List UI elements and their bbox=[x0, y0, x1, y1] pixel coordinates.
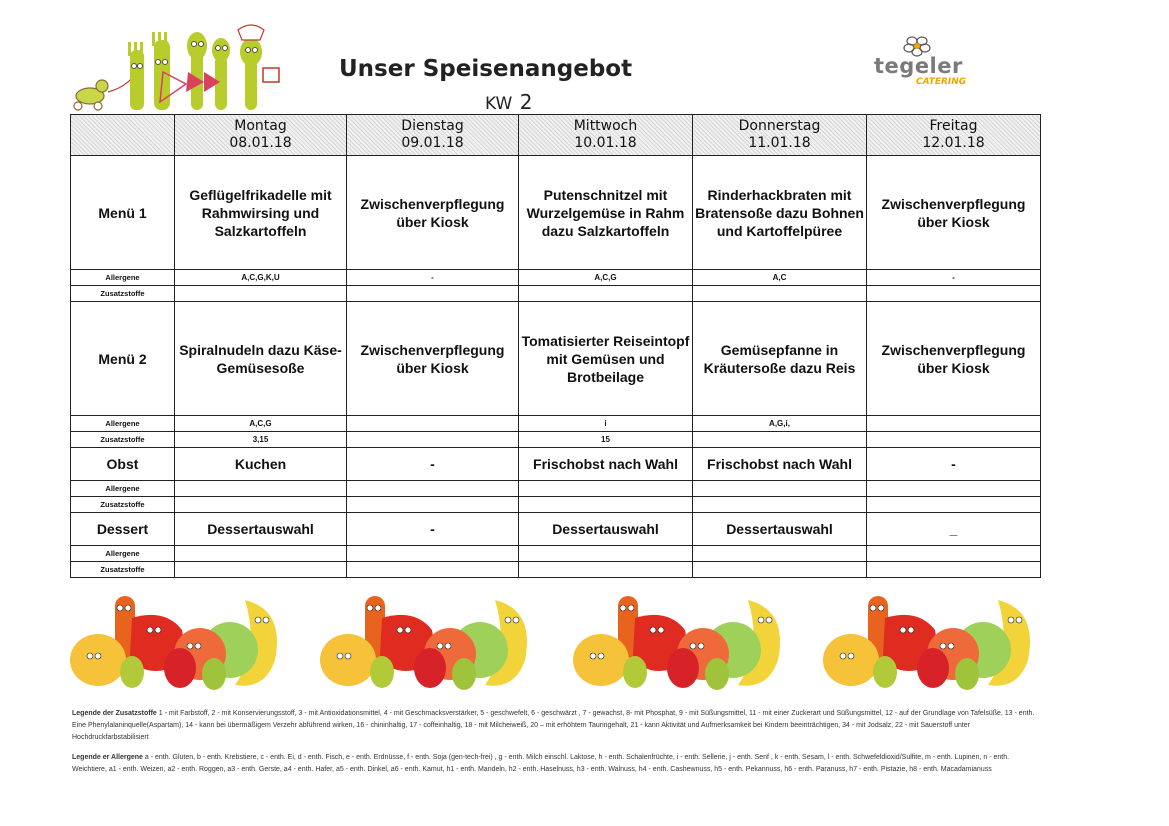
dish-cell: - bbox=[347, 513, 519, 546]
menu1-row bbox=[71, 156, 1041, 270]
allergene-cell: i bbox=[519, 416, 693, 432]
allergene-cell: A,G,i, bbox=[693, 416, 867, 432]
day-header: Montag 08.01.18 bbox=[175, 115, 347, 156]
dish-cell: Dessertauswahl bbox=[519, 513, 693, 546]
dish-cell: Gemüsepfanne in Kräutersoße dazu Reis bbox=[693, 302, 867, 416]
allergene-label: Allergene bbox=[71, 270, 175, 286]
zusatz-cell bbox=[693, 286, 867, 302]
allergene-cell: A,C,G bbox=[519, 270, 693, 286]
allergene-cell bbox=[867, 481, 1041, 497]
allergene-cell: A,C,G bbox=[175, 416, 347, 432]
legend-allergene-text: a - enth. Gluten, b - enth. Krebstiere, c - enth. Ei, d - enth. Fisch, e - enth. Erdnüsse, f - enth. Soja (gen-tech-frei) , g - enth. Milch einschl. Laktose, h - enth. Schalenfrüchte, i - enth. Sellerie, j - enth. Senf , k - enth. Sesam, l - enth. Schwefeldioxid/Sulfite, m - enth. Lupinen, n - enth. Weichtiere, a1 - enth. Weizen, a2 - enth. Roggen, a3 - enth. Gerste, a4 - enth. Hafer, a5 - enth. Dinkel, a6 - enth. Kamut, h1 - enth. Mandeln, h2 - enth. Haselnuss, h3 - enth. Walnuss, h4 - enth. Cashewnuss, h5 - enth. Pekannuss, h6 - enth. Paranuss, h7 - enth. Pistazie, h8 - enth. Macadamianuss bbox=[72, 754, 1010, 773]
zusatz-cell bbox=[519, 497, 693, 513]
zusatz-cell bbox=[347, 497, 519, 513]
zusatz-cell bbox=[347, 562, 519, 578]
allergene-cell: A,C bbox=[693, 270, 867, 286]
dish-cell: Zwischenverpflegung über Kiosk bbox=[867, 302, 1041, 416]
dish-cell: Frischobst nach Wahl bbox=[693, 448, 867, 481]
day-header: Dienstag 09.01.18 bbox=[347, 115, 519, 156]
zusatzstoffe-label: Zusatzstoffe bbox=[71, 497, 175, 513]
zusatzstoffe-label: Zusatzstoffe bbox=[71, 286, 175, 302]
dish-cell: Putenschnitzel mit Wurzelgemüse in Rahm dazu Salzkartoffeln bbox=[519, 156, 693, 270]
allergene-cell bbox=[347, 416, 519, 432]
zusatz-cell bbox=[693, 497, 867, 513]
fruit-illustration bbox=[320, 590, 535, 695]
legend-allergene-title: Legende er Allergene bbox=[72, 754, 143, 761]
dish-cell: Dessertauswahl bbox=[175, 513, 347, 546]
zusatz-cell bbox=[693, 562, 867, 578]
dish-cell: Dessertauswahl bbox=[693, 513, 867, 546]
zusatz-cell bbox=[867, 562, 1041, 578]
obst-row bbox=[71, 448, 1041, 481]
zusatz-cell bbox=[867, 286, 1041, 302]
dish-cell: Zwischenverpflegung über Kiosk bbox=[347, 156, 519, 270]
dish-cell: Tomatisierter Reiseintopf mit Gemüsen und Brotbeilage bbox=[519, 302, 693, 416]
day-header: Mittwoch 10.01.18 bbox=[519, 115, 693, 156]
zusatzstoffe-row bbox=[71, 286, 1041, 302]
dish-cell: - bbox=[347, 448, 519, 481]
legend-zusatz-text: 1 - mit Farbstoff, 2 - mit Konservierungsstoff, 3 - mit Antioxidationsmittel, 4 - mit Geschmacksverstärker, 5 - geschwefelt, 6 - geschwärzt , 7 - gewachst, 8- mit Phosphat, 9 - mit Süßungsmittel, 11 - mit einer Zuckerart und Süßungsmittel, 12 - auf der Grundlage von Tafelsüße, 13 - enth. Eine Phenylalaninquelle(Aspartam), 14 - kann bei übermäßigem Verzehr abführend wirken, 16 - chininhaltig, 17 - coffeinhaltig, 18 - mit Milcheiweiß, 20 – mit erhöhtem Tauringehalt, 21 - kann Aktivität und Aufmerksamkeit bei Kindern beeinträchtigen, 34 - mit Jodsalz, 22 - mit Sauerstoff unter Hochdruckfarbstabilisiert bbox=[72, 710, 1035, 741]
section-label: Obst bbox=[71, 448, 175, 481]
dish-cell: - bbox=[867, 448, 1041, 481]
brand-name: tegeler bbox=[874, 54, 963, 78]
legend-zusatzstoffe bbox=[72, 708, 1037, 744]
fruit-illustration bbox=[573, 590, 788, 695]
day-header: Freitag 12.01.18 bbox=[867, 115, 1041, 156]
zusatz-cell bbox=[519, 286, 693, 302]
zusatz-cell bbox=[175, 286, 347, 302]
zusatz-cell bbox=[867, 432, 1041, 448]
zusatz-cell bbox=[175, 562, 347, 578]
kw-number: 2 bbox=[519, 90, 533, 114]
cutlery-logo bbox=[68, 22, 288, 114]
allergene-cell: - bbox=[867, 270, 1041, 286]
section-label: Menü 1 bbox=[71, 156, 175, 270]
page-title: Unser Speisenangebot bbox=[339, 56, 633, 82]
zusatz-cell bbox=[867, 497, 1041, 513]
allergene-row bbox=[71, 546, 1041, 562]
day-header: Donnerstag 11.01.18 bbox=[693, 115, 867, 156]
header-empty bbox=[71, 115, 175, 156]
zusatz-cell bbox=[347, 432, 519, 448]
allergene-cell bbox=[867, 546, 1041, 562]
dish-cell: Zwischenverpflegung über Kiosk bbox=[867, 156, 1041, 270]
brand-subtitle: CATERING bbox=[916, 77, 967, 87]
brand-logo bbox=[872, 34, 982, 94]
allergene-row bbox=[71, 416, 1041, 432]
legend-zusatz-title: Legende der Zusatzstoffe bbox=[72, 710, 157, 717]
allergene-cell: - bbox=[347, 270, 519, 286]
allergene-cell bbox=[175, 546, 347, 562]
allergene-cell bbox=[347, 481, 519, 497]
calendar-week bbox=[485, 90, 533, 114]
dessert-row bbox=[71, 513, 1041, 546]
allergene-cell bbox=[519, 481, 693, 497]
zusatzstoffe-label: Zusatzstoffe bbox=[71, 432, 175, 448]
allergene-label: Allergene bbox=[71, 481, 175, 497]
zusatzstoffe-row bbox=[71, 497, 1041, 513]
legend-allergene bbox=[72, 752, 1037, 776]
dish-cell: Rinderhackbraten mit Bratensoße dazu Bohnen und Kartoffelpüree bbox=[693, 156, 867, 270]
menu2-row bbox=[71, 302, 1041, 416]
kw-label: KW bbox=[485, 94, 513, 114]
allergene-cell bbox=[347, 546, 519, 562]
zusatz-cell: 15 bbox=[519, 432, 693, 448]
allergene-row bbox=[71, 481, 1041, 497]
zusatz-cell: 3,15 bbox=[175, 432, 347, 448]
fruit-illustration bbox=[823, 590, 1038, 695]
dish-cell: Zwischenverpflegung über Kiosk bbox=[347, 302, 519, 416]
menu-table bbox=[70, 114, 1041, 578]
allergene-row bbox=[71, 270, 1041, 286]
day-header-row bbox=[71, 115, 1041, 156]
zusatz-cell bbox=[347, 286, 519, 302]
allergene-cell bbox=[519, 546, 693, 562]
dish-cell: _ bbox=[867, 513, 1041, 546]
zusatz-cell bbox=[693, 432, 867, 448]
zusatz-cell bbox=[175, 497, 347, 513]
dish-cell: Frischobst nach Wahl bbox=[519, 448, 693, 481]
zusatzstoffe-row bbox=[71, 562, 1041, 578]
dish-cell: Geflügelfrikadelle mit Rahmwirsing und Salzkartoffeln bbox=[175, 156, 347, 270]
dish-cell: Kuchen bbox=[175, 448, 347, 481]
fruit-illustration bbox=[70, 590, 285, 695]
allergene-cell bbox=[867, 416, 1041, 432]
section-label: Dessert bbox=[71, 513, 175, 546]
zusatzstoffe-label: Zusatzstoffe bbox=[71, 562, 175, 578]
allergene-label: Allergene bbox=[71, 546, 175, 562]
allergene-cell bbox=[175, 481, 347, 497]
zusatzstoffe-row bbox=[71, 432, 1041, 448]
zusatz-cell bbox=[519, 562, 693, 578]
allergene-cell bbox=[693, 481, 867, 497]
section-label: Menü 2 bbox=[71, 302, 175, 416]
allergene-cell: A,C,G,K,U bbox=[175, 270, 347, 286]
dish-cell: Spiralnudeln dazu Käse-Gemüsesoße bbox=[175, 302, 347, 416]
allergene-cell bbox=[693, 546, 867, 562]
allergene-label: Allergene bbox=[71, 416, 175, 432]
